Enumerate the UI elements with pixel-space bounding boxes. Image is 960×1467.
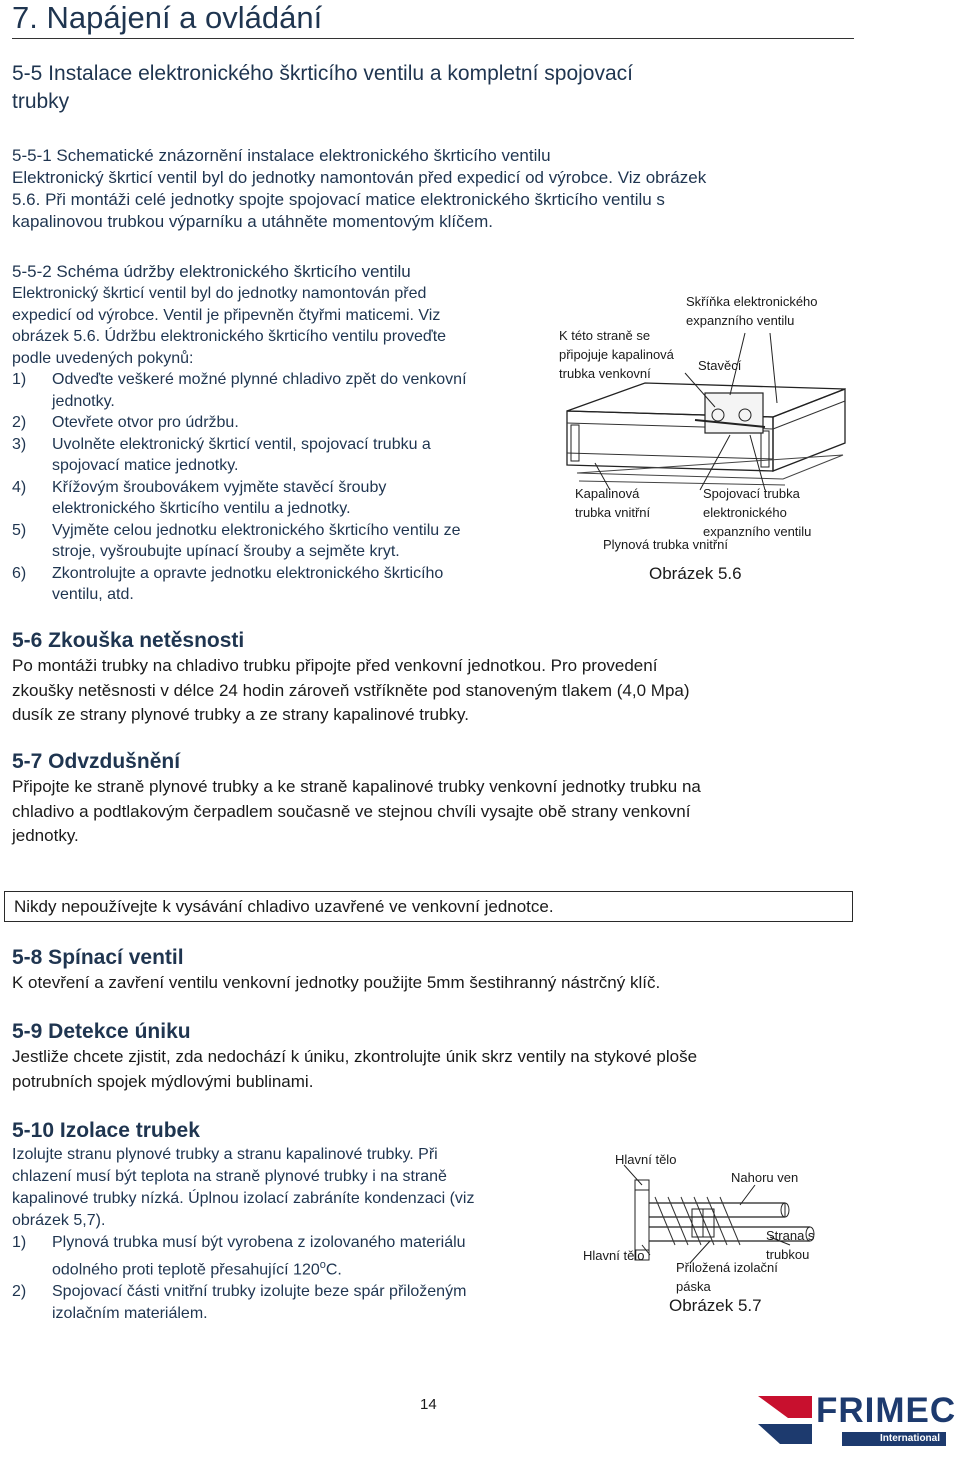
section-5-9-heading: 5-9 Detekce úniku [12,1020,191,1043]
subsection-5-5-1-line: Elektronický škrticí ventil byl do jednotky namontován před expedicí od výrobce. Viz obrázek [12,168,707,187]
label-connect-line2: elektronického [703,505,787,520]
label-side-line3: trubka venkovní [559,366,651,381]
section-5-6-line: dusík ze strany plynové trubky a ze strany kapalinové trubky. [12,705,470,724]
label-liquid-line2: trubka vnitřní [575,505,651,520]
label-gas-line1: Plynová trubka vnitřní [603,537,729,552]
insulation-steps [12,1232,572,1325]
label-connect-line3: expanzního ventilu [703,524,812,539]
label-set-screw: Stavěcí [698,358,742,373]
section-5-6-line: Po montáži trubky na chladivo trubku připojte před venkovní jednotkou. Pro provedení [12,656,658,675]
label-side-line2: připojuje kapalinová [559,347,674,362]
section-5-7 [12,749,912,849]
step-item: 5) Vyjměte celou jednotku elektronického škrticího ventilu ze stroje, vyšroubujte upínací šrouby a sejměte kryt. [12,521,461,560]
section-5-10-intro: chlazení musí být teplota na straně plynové trubky i na straně [12,1168,447,1185]
step-item: 2) Spojovací části vnitřní trubky izolujte beze spár přiloženým izolačním materiálem. [12,1283,467,1323]
figure-5-6-caption: Obrázek 5.6 [649,564,742,583]
page-title: 7. Napájení a ovládání [12,0,323,35]
section-5-7-line: chladivo a podtlakovým čerpadlem současně ve stejnou chvíli vysajte obě strany venkovní [12,801,691,821]
section-5-9 [12,1019,912,1094]
section-5-6-heading: 5-6 Zkouška netěsnosti [12,629,245,652]
section-5-8 [12,945,912,996]
subsection-5-5-1-heading: 5-5-1 Schematické znázornění instalace elektronického škrticího ventilu [12,146,551,165]
subsection-5-5-2-intro: obrázek 5.6. Údržbu elektronického škrticího ventilu proveďte [12,328,447,345]
section-5-8-line: K otevření a zavření ventilu venkovní jednotky použijte 5mm šestihranný nástrčný klíč. [12,973,661,992]
label-pipe-side-line2: trubkou [766,1247,810,1262]
subsection-5-5-2-intro: expedicí od výrobce. Ventil je připevněn čtyřmi maticemi. Viz [12,306,441,324]
section-5-9-line: potrubních spojek mýdlovými bublinami. [12,1071,314,1091]
label-liquid-line1: Kapalinová [575,486,640,501]
label-tape-line1: Přiložená izolační [676,1260,778,1275]
step-item: 1) Plynová trubka musí být vyrobena z izolovaného materiálu odolného proti teplotě přesahující 120$^o$C. [12,1234,466,1279]
section-5-7-heading: 5-7 Odvzdušnění [12,750,181,773]
label-connect-line1: Spojovací trubka [703,486,800,501]
step-item: 2) Otevřete otvor pro údržbu. [12,414,239,431]
step-item: 1) Odveďte veškeré možné plynné chladivo zpět do venkovní jednotky. [12,371,467,410]
label-valve-box-line2: expanzního ventilu [686,313,795,328]
section-5-10-intro: kapalinové trubky nízká. Úplnou izolací zabráníte kondenzaci (viz [12,1190,475,1207]
label-pipe-side-line1: Strana s [766,1228,815,1243]
section-5-7-line: jednotky. [12,826,79,845]
section-5-8-heading: 5-8 Spínací ventil [12,946,184,969]
section-5-6-line: zkoušky netěsnosti v délce 24 hodin zároveň vstříkněte pod stanoveným tlakem (4,0 Mpa) [12,680,690,700]
subsection-5-5-2-intro: podle uvedených pokynů: [12,349,194,367]
figure-5-6 [555,285,855,590]
subsection-5-5-1-line: 5.6. Při montáži celé jednotky spojte spojovací matice elektronického škrticího ventilu s [12,190,665,209]
subsection-5-5-1-line: kapalinovou trubkou výparníku a utáhněte momentovým klíčem. [12,212,493,231]
subsection-5-5-2 [12,260,547,606]
subsection-5-5-1 [12,145,872,233]
section-5-10-heading: 5-10 Izolace trubek [12,1119,200,1142]
logo-brand: FRIMEC [816,1391,957,1430]
step-item: 6) Zkontrolujte a opravte jednotku elektronického škrticího ventilu, atd. [12,564,444,603]
label-tape-line2: páska [676,1279,711,1294]
section-5-10-intro: Izolujte stranu plynové trubky a stranu kapalinové trubky. Při [12,1146,438,1163]
maintenance-steps [12,369,547,606]
page-number: 14 [420,1396,437,1413]
warning-box: Nikdy nepoužívejte k vysávání chladivo uzavřené ve venkovní jednotce. [4,891,853,922]
label-side-line1: K této straně se [559,328,651,343]
label-up-out: Nahoru ven [731,1170,799,1185]
section-5-5-heading-line2: trubky [12,90,70,113]
section-5-5-heading-line1: 5-5 Instalace elektronického škrticího ventilu a kompletní spojovací [12,62,633,85]
figure-5-7-caption: Obrázek 5.7 [669,1296,762,1315]
label-main-body-left: Hlavní tělo [583,1248,645,1263]
step-item: 4) Křížovým šroubovákem vyjměte stavěcí šrouby elektronického škrticího ventilu a jednotky. [12,478,387,517]
section-5-7-line: Připojte ke straně plynové trubky a ke straně kapalinové trubky venkovní jednotky trubku na [12,777,701,796]
label-valve-box-line1: Skříňka elektronického [686,294,818,309]
section-5-10 [12,1118,572,1325]
title-divider [12,38,854,39]
figure-5-7 [580,1145,850,1325]
section-5-10-intro: obrázek 5,7). [12,1212,106,1229]
section-5-6 [12,628,912,728]
subsection-5-5-2-intro: Elektronický škrticí ventil byl do jednotky namontován před [12,285,427,302]
step-item: 3) Uvolněte elektronický škrticí ventil, spojovací trubku a spojovací matice jednotky. [12,435,431,474]
logo-tagline: International [880,1433,941,1444]
section-5-9-line: Jestliže chcete zjistit, zda nedochází k úniku, zkontrolujte únik skrz ventily na stykové ploše [12,1047,698,1066]
section-5-5-heading [12,60,633,116]
subsection-5-5-2-heading: 5-5-2 Schéma údržby elektronického škrticího ventilu [12,262,411,281]
label-main-body-top: Hlavní tělo [615,1152,677,1167]
frimec-logo [750,1388,957,1452]
